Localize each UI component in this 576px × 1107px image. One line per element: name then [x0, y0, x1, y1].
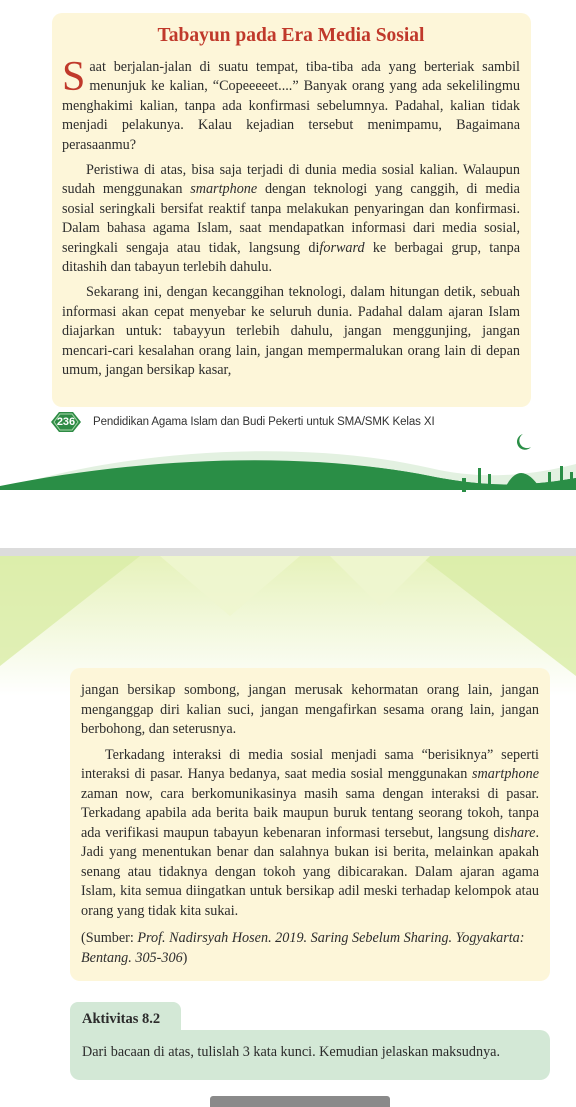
paragraph-3: Sekarang ini, dengan kecanggihan teknologi, dalam hitungan detik, sebuah informasi akan cepat menyebar ke seluruh dunia. Padahal dalam ajaran Islam diajarkan untuk: tabayyun terlebih dahulu, jangan menggunjing, jangan mencari-cari kesalahan orang lain, jangan mempermalukan orang lain di depan umum, jangan bersikap kasar,	[62, 284, 520, 379]
source-suffix: )	[182, 949, 188, 966]
page-footer	[49, 410, 435, 434]
book-title: Pendidikan Agama Islam dan Budi Pekerti untuk SMA/SMK Kelas XI	[93, 416, 435, 428]
activity-instruction: Dari bacaan di atas, tulislah 3 kata kunci. Kemudian jelaskan maksudnya.	[70, 1030, 550, 1080]
paragraph-4: jangan bersikap sombong, jangan merusak kehormatan orang lain, jangan menganggap diri kalian suci, jangan mengafirkan sesama orang lain, jangan berbohong, dan seterusnya.	[81, 682, 539, 737]
drop-cap: S	[62, 54, 86, 100]
paragraph-2-italic-smartphone: smartphone	[190, 181, 258, 198]
paragraph-2-italic-forward: forward	[319, 239, 365, 256]
page-separator	[0, 548, 576, 556]
page-edge-bar	[210, 1096, 390, 1107]
source-citation	[81, 929, 539, 968]
paragraph-2-text-a: Peristiwa di atas, bisa saja terjadi di dunia media sosial kalian. Walaupun sudah menggunakan	[62, 162, 520, 198]
paragraph-5-italic-smartphone: smartphone	[472, 766, 539, 782]
page-number: 236	[56, 416, 76, 428]
paragraph-2-text-b: dengan teknologi yang canggih, di media sosial seringkali bersifat reaktif tanpa melakukan penyaringan dan konfirmasi. Dalam bahasa agama Islam, saat mendapatkan informasi dari media sosial, seringkali sengaja atau tidak, langsung di	[62, 181, 520, 256]
paragraph-1-text: aat berjalan-jalan di suatu tempat, tiba-tiba ada yang berteriak sambil menunjuk ke kalian, “Copeeeeet....” Banyak orang yang ada sekelilingmu menghakimi kalian, tanpa ada konfirmasi sebelumnya. Padahal, kalian tidak menjadi pelakunya. Kalau kejadian tersebut menimpamu, Bagaimana perasaanmu?	[62, 59, 520, 153]
reading-title: Tabayun pada Era Media Sosial	[157, 25, 425, 46]
paragraph-5-italic-share: share	[504, 824, 536, 841]
paragraph-5-text-a: Terkadang interaksi di media sosial menjadi sama “berisiknya” seperti interaksi di pasar. Hanya bedanya, saat media sosial menggunakan	[81, 746, 539, 782]
source-prefix: (Sumber:	[81, 930, 138, 946]
footer-wave-decoration	[0, 428, 576, 548]
activity-title: Aktivitas 8.2	[70, 1002, 181, 1036]
paragraph-5-text-c: . Jadi yang menentukan benar dan salahnya bukan isi berita, melainkan apakah senang atau tidaknya dengan tokoh yang dibicarakan. Dalam ajaran agama Islam, kita semua diingatkan untuk bersikap adil meski terhadap kelompok atau orang yang tidak kita sukai.	[81, 824, 539, 919]
paragraph-5-text-b: zaman now, cara berkomunikasinya masih sama dengan interaksi di pasar. Terkadang apabila ada berita baik maupun buruk tentang seorang tokoh, tanpa ada verifikasi maupun tabayun kebenaran informasi tersebut, langsung di	[81, 785, 539, 841]
paragraph-2-text-c: ke berbagai grup, tanpa ditashih dan tabayun terlebih dahulu.	[62, 239, 520, 276]
paragraph-1	[62, 54, 520, 155]
book-page-next	[0, 556, 576, 1107]
source-italic: Prof. Nadirsyah Hosen. 2019. Saring Sebelum Sharing. Yogyakarta: Bentang. 305-306	[81, 930, 525, 966]
paragraph-2	[62, 161, 520, 277]
reading-box	[52, 13, 531, 407]
page-number-badge	[49, 410, 83, 434]
paragraph-5	[81, 746, 539, 922]
book-page-236	[0, 0, 576, 548]
reading-box-continued	[70, 668, 550, 981]
